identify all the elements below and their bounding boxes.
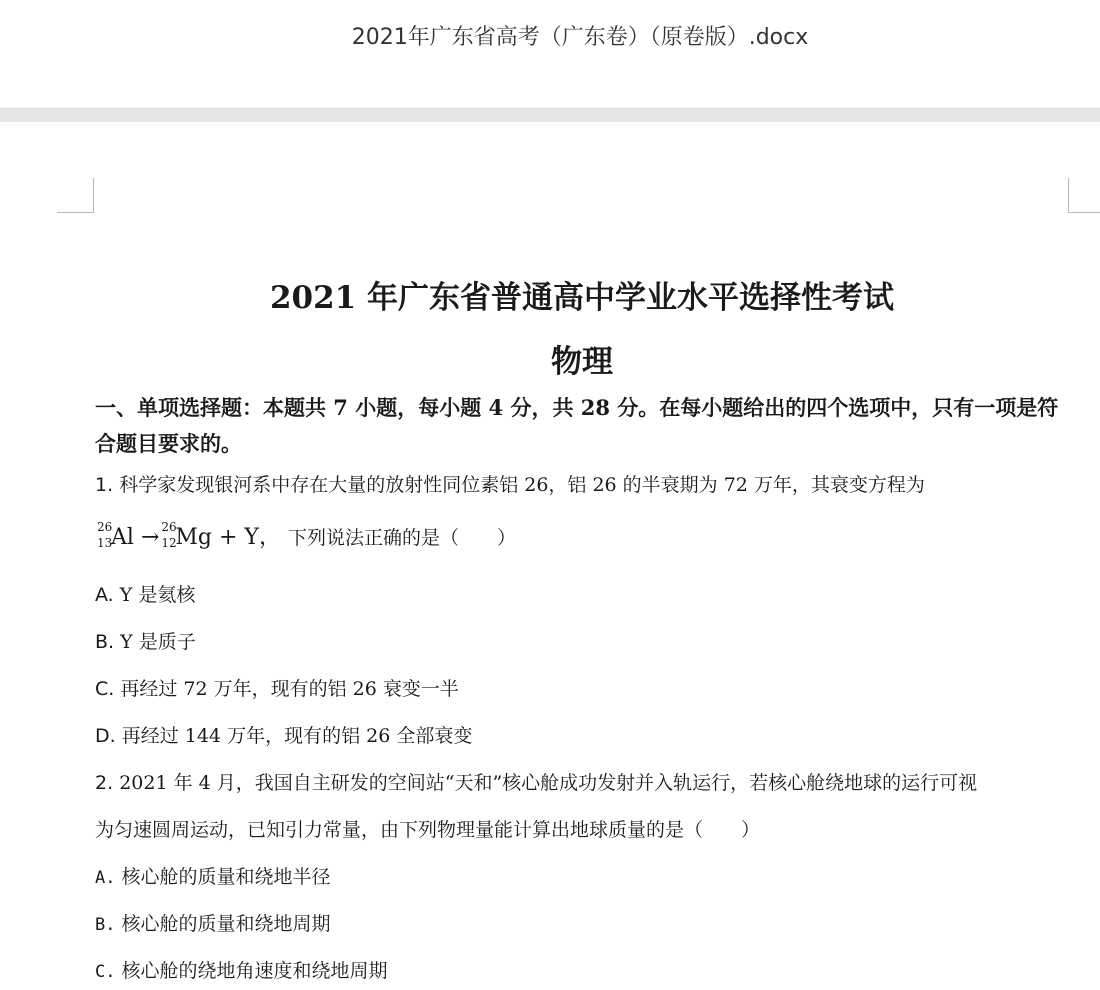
- option-label: B.: [95, 631, 115, 653]
- arrow: →: [140, 525, 160, 550]
- exam-subject: 物理: [551, 344, 613, 380]
- option-b[interactable]: [95, 909, 331, 936]
- option-c[interactable]: [95, 956, 388, 983]
- question-2-stem-line-1: [95, 768, 977, 795]
- particle-y: Y: [244, 525, 259, 550]
- decay-equation: [95, 520, 516, 552]
- option-text: Y 是氦核: [119, 584, 196, 606]
- option-label: B.: [95, 915, 116, 935]
- option-text: 再经过 144 万年，现有的铝 26 全部衰变: [121, 725, 473, 747]
- option-label: A.: [95, 584, 114, 606]
- option-a[interactable]: [95, 580, 195, 607]
- nuclide-mg: 26 12: [161, 520, 177, 550]
- nuclide-al: 26 13: [97, 520, 113, 550]
- margin-corner-top-left: [57, 178, 94, 213]
- page-separator: [0, 108, 1100, 123]
- question-number: 1.: [95, 474, 114, 496]
- question-text: 2021 年 4 月，我国自主研发的空间站“天和”核心舱成功发射并入轨运行，若核心舱绕地球的运行可视: [119, 772, 978, 794]
- exam-title: 2021 年广东省普通高中学业水平选择性考试: [269, 280, 895, 316]
- question-number: 2.: [95, 772, 114, 794]
- title-bar: [0, 0, 1100, 108]
- option-label: C.: [95, 678, 115, 700]
- document-filename: 2021年广东省高考（广东卷）（原卷版）.docx: [351, 25, 809, 50]
- section-heading: 一、单项选择题：本题共 7 小题，每小题 4 分，共 28 分。在每小题给出的四个选项中，只有一项是符合题目要求的。: [95, 395, 1059, 456]
- option-c[interactable]: [95, 674, 459, 701]
- option-text: 核心舱的质量和绕地周期: [121, 913, 331, 935]
- option-label: D.: [95, 725, 116, 747]
- comma: ，: [258, 525, 281, 550]
- option-b[interactable]: [95, 627, 196, 654]
- plus-sign: +: [218, 525, 238, 550]
- question-1-tail: 下列说法正确的是（ ）: [287, 527, 516, 549]
- question-text: 科学家发现银河系中存在大量的放射性同位素铝 26，铝 26 的半衰期为 72 万年，其衰变方程为: [119, 474, 925, 496]
- option-text: 核心舱的绕地角速度和绕地周期: [121, 960, 388, 982]
- option-text: Y 是质子: [120, 631, 196, 653]
- question-1-stem: [95, 470, 925, 497]
- option-d[interactable]: [95, 721, 472, 748]
- option-text: 再经过 72 万年，现有的铝 26 衰变一半: [120, 678, 459, 700]
- margin-corner-top-right: [1068, 178, 1100, 213]
- option-text: 核心舱的质量和绕地半径: [121, 866, 331, 888]
- document-page: [0, 122, 1100, 990]
- option-label: C.: [95, 962, 116, 982]
- option-a[interactable]: [95, 862, 331, 889]
- element-mg: Mg: [175, 525, 212, 550]
- option-label: A.: [95, 868, 116, 888]
- element-al: Al: [111, 525, 134, 550]
- question-2-stem-line-2: 为匀速圆周运动，已知引力常量，由下列物理量能计算出地球质量的是（ ）: [95, 819, 761, 841]
